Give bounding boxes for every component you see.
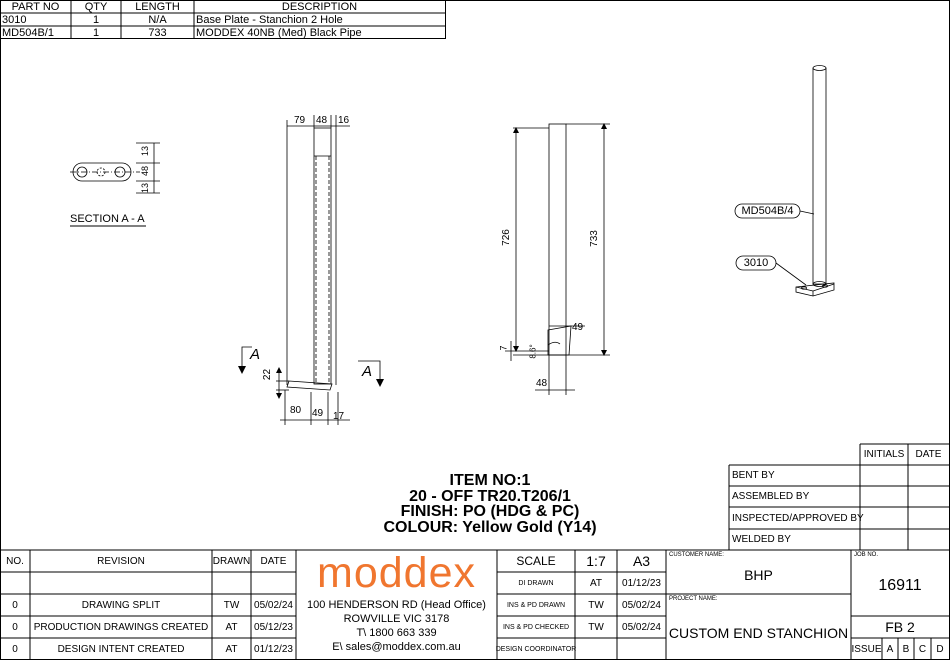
- side-dim-733: 733: [588, 230, 600, 247]
- parts-row-2-description: MODDEX 40NB (Med) Black Pipe: [196, 26, 362, 39]
- parts-header-qty: QTY: [84, 0, 108, 13]
- rev-header-revision: REVISION: [97, 555, 145, 567]
- parts-row-1-qty: 1: [92, 13, 100, 26]
- issue-b: B: [902, 643, 910, 655]
- rev-row-1-revision: DRAWING SPLIT: [81, 599, 161, 611]
- rev-row-3-drawn: AT: [225, 643, 238, 655]
- rev-row-1-date: 05/02/24: [254, 599, 293, 611]
- pd-drawn-label: INS & PD DRAWN: [506, 601, 566, 609]
- section-view-title: SECTION A - A: [70, 213, 145, 225]
- rev-row-1-drawn: TW: [223, 599, 240, 611]
- pd-drawn-by: TW: [588, 599, 604, 611]
- signoff-welded-by: WELDED BY: [732, 534, 791, 545]
- project-name: CUSTOM END STANCHION: [668, 625, 849, 641]
- di-drawn-label: DI DRAWN: [518, 579, 554, 587]
- di-drawn-by: AT: [589, 577, 603, 589]
- company-phone: T\ 1800 663 339: [356, 626, 437, 639]
- rev-header-date: DATE: [260, 555, 287, 567]
- section-marker-left: A: [250, 346, 261, 363]
- parts-header-partno: PART NO: [11, 0, 60, 13]
- front-dim-bottom-49: 49: [312, 408, 324, 419]
- front-dim-base-22: 22: [262, 368, 274, 381]
- pd-checked-by: TW: [588, 621, 604, 633]
- item-note-finish: FINISH: PO (HDG & PC): [400, 502, 580, 520]
- callout-pipe: MD504B/4: [741, 205, 794, 217]
- issue-d: D: [936, 643, 944, 655]
- rev-row-2-drawn: AT: [225, 621, 238, 633]
- issue-label: ISSUE: [851, 643, 882, 655]
- signoff-header-date: DATE: [915, 449, 942, 460]
- front-dim-bottom-17: 17: [333, 411, 345, 422]
- job-label: JOB NO.: [854, 552, 879, 558]
- front-dim-top-16: 16: [338, 115, 350, 126]
- item-note-2: 20 - OFF TR20.T206/1: [409, 487, 571, 505]
- signoff-bent-by: BENT BY: [732, 470, 775, 481]
- parts-row-1-description: Base Plate - Stanchion 2 Hole: [196, 13, 343, 26]
- callout-base-plate: 3010: [743, 257, 769, 269]
- front-dim-bottom-80: 80: [290, 405, 302, 416]
- scale-label: SCALE: [516, 554, 556, 568]
- rev-header-drawn: DRAWN: [212, 555, 251, 567]
- customer-name: BHP: [744, 567, 773, 583]
- di-drawn-date: 01/12/23: [622, 577, 661, 589]
- drawing-number: FB 2: [885, 619, 915, 635]
- rev-row-2-date: 05/12/23: [254, 621, 293, 633]
- section-dim-middle: 48: [140, 165, 151, 177]
- company-email: E\ sales@moddex.com.au: [332, 640, 461, 653]
- parts-header-length: LENGTH: [135, 0, 180, 13]
- side-dim-726: 726: [500, 229, 512, 246]
- rev-header-no: NO.: [6, 555, 24, 567]
- section-dim-top: 13: [140, 145, 151, 157]
- customer-label: CUSTOMER NAME:: [669, 552, 724, 558]
- issue-c: C: [918, 643, 927, 655]
- company-address-1: 100 HENDERSON RD (Head Office): [307, 598, 486, 611]
- rev-row-3-date: 01/12/23: [254, 643, 293, 655]
- parts-header-description: DESCRIPTION: [281, 0, 358, 13]
- parts-row-1-partno: 3010: [2, 13, 27, 26]
- signoff-inspected-by: INSPECTED/APPROVED BY: [732, 512, 864, 524]
- rev-row-2-no: 0: [12, 621, 18, 633]
- side-dim-48: 48: [536, 378, 548, 389]
- rev-row-3-revision: DESIGN INTENT CREATED: [57, 643, 185, 655]
- parts-row-2-partno: MD504B/1: [2, 26, 54, 39]
- design-coordinator-label: DESIGN COORDINATOR: [495, 645, 577, 653]
- signoff-assembled-by: ASSEMBLED BY: [732, 491, 810, 502]
- company-logo: moddex: [317, 548, 476, 597]
- side-dim-angle: 8.6°: [528, 344, 538, 359]
- item-note-1: ITEM NO:1: [449, 471, 531, 489]
- scale-value: 1:7: [586, 553, 606, 569]
- parts-row-2-length: 733: [148, 26, 167, 39]
- design-coordinator-date: [617, 638, 666, 660]
- design-coordinator-by: [575, 638, 617, 660]
- job-number: 16911: [878, 577, 922, 594]
- project-label: PROJECT NAME:: [669, 596, 718, 602]
- sheet-size: A3: [632, 553, 651, 569]
- parts-row-1-length: N/A: [148, 13, 167, 26]
- rev-row-3-no: 0: [12, 643, 18, 655]
- section-dim-bottom: 13: [140, 182, 151, 194]
- parts-row-2-qty: 1: [92, 26, 100, 39]
- pd-drawn-date: 05/02/24: [622, 599, 661, 611]
- side-dim-7: 7: [498, 345, 509, 351]
- pd-checked-label: INS & PD CHECKED: [502, 623, 570, 631]
- side-dim-49: 49: [572, 322, 584, 333]
- section-marker-right: A: [362, 363, 373, 380]
- item-note-colour: COLOUR: Yellow Gold (Y14): [383, 518, 597, 536]
- issue-a: A: [886, 643, 894, 655]
- pd-checked-date: 05/02/24: [622, 621, 661, 633]
- rev-row-1-no: 0: [12, 599, 18, 611]
- front-dim-top-48: 48: [316, 115, 328, 126]
- company-address-2: ROWVILLE VIC 3178: [343, 612, 450, 625]
- front-dim-top-79: 79: [294, 115, 306, 126]
- rev-row-2-revision: PRODUCTION DRAWINGS CREATED: [33, 621, 209, 633]
- signoff-header-initials: INITIALS: [863, 449, 905, 460]
